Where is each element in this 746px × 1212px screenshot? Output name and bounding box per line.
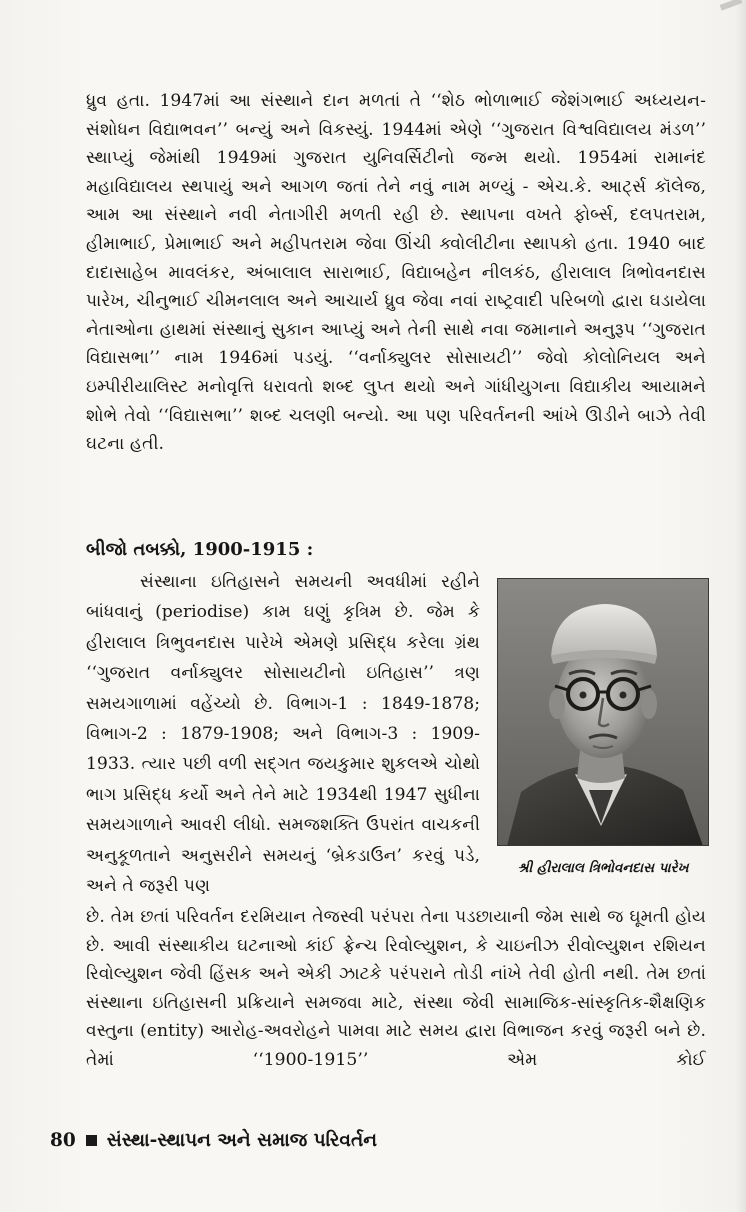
section-heading: બીજો તબક્કો, 1900-1915 : <box>86 539 314 560</box>
square-bullet-icon <box>86 1135 97 1146</box>
page-number: 80 <box>50 1130 76 1151</box>
book-title: સંસ્થા-સ્થાપન અને સમાજ પરિવર્તન <box>106 1130 377 1151</box>
body-paragraph-left: સંસ્થાના ઇતિહાસને સમયની અવધીમાં રહીને બાંધવાનું (periodise) કામ ઘણું કૃત્રિમ છે. જેમ કે હીરાલાલ ત્રિભુવનદાસ પારેખે એમણે પ્રસિદ્ધ કરેલા ગ્રંથ ‘‘ગુજરાત વર્નાક્યુલર સોસાયટીનો ઇતિહાસ’’ ત્રણ સમયગાળામાં વહેંચ્યો છે. વિભાગ-1 : 1849-1878; વિભાગ-2 : 1879-1908; અને વિભાગ-3 : 1909-1933. ત્યાર પછી વળી સદ્‌ગત જયકુમાર શુકલએ ચોથો ભાગ પ્રસિદ્ધ કર્યો અને તેને માટે 1934થી 1947 સુધીના સમયગાળાને આવરી લીધો. સમજશક્તિ ઉપરાંત વાચકની અનુકૂળતાને અનુસરીને સમયનું ‘બ્રેકડાઉન’ કરવું પડે, અને તે જરૂરી પણ <box>86 572 480 897</box>
portrait-figure <box>497 578 709 876</box>
body-paragraph-top: ધ્રુવ હતા. 1947માં આ સંસ્થાને દાન મળતાં તે ‘‘શેઠ ભોળાભાઈ જેશંગભાઈ અધ્યયન-સંશોધન વિદ્યાભવન’’ બન્યું અને વિકસ્યું. 1944માં એણે ‘‘ગુજરાત વિશ્વવિદ્યાલય મંડળ’’ સ્થાપ્યું જેમાંથી 1949માં ગુજરાત યુનિવર્સિટીનો જન્મ થયો. 1954માં રામાનંદ મહાવિદ્યાલય સ્થપાયું અને આગળ જતાં તેને નવું નામ મળ્યું - એચ.કે. આર્ટ્સ કૉલેજ, આમ આ સંસ્થાને નવી નેતાગીરી મળતી રહી છે. સ્થાપના વખતે ફોર્બ્સ, દલપતરામ, હીમાભાઈ, પ્રેમાભાઈ અને મહીપતરામ જેવા ઊંચી ક્વોલીટીના સ્થાપકો હતા. 1940 બાદ દાદાસાહેબ માવલંકર, અંબાલાલ સારાભાઈ, વિદ્યાબહેન નીલકંઠ, હીરાલાલ ત્રિભોવનદાસ પારેખ, ચીનુભાઈ ચીમનલાલ અને આચાર્ય ધ્રુવ જેવા નવાં રાષ્ટ્રવાદી પરિબળો દ્વારા ઘડાયેલા નેતાઓના હાથમાં સંસ્થાનું સુકાન આપ્યું અને તેની સાથે નવા જમાનાને અનુરૂપ ‘‘ગુજરાત વિદ્યાસભા’’ નામ 1946માં પડયું. ‘‘વર્નાક્યુલર સોસાયટી’’ જેવો કોલોનિયલ અને ઇમ્પીરીયાલિસ્ટ મનોવૃત્તિ ધરાવતો શબ્દ લુપ્ત થયો અને ગાંધીયુગના વિદ્યાકીય આયામને શોભે તેવો ‘‘વિદ્યાસભા’’ શબ્દ ચલણી બન્યો. આ પણ પરિવર્તનની આંખે ઊડીને બાઝે તેવી ઘટના હતી. <box>86 91 706 455</box>
body-paragraph-bottom: છે. તેમ છતાં પરિવર્તન દરમિયાન તેજસ્વી પરંપરા તેના પડછાયાની જેમ સાથે જ ઘૂમતી હોય છે. આવી સંસ્થાકીય ઘટનાઓ કાંઈ ફ્રેન્ચ રિવોલ્યુશન, કે ચાઇનીઝ રીવોલ્યુશન રશિયન રિવોલ્યુશન જેવી હિંસક અને એકી ઝાટકે પરંપરાને તોડી નાંખે તેવી હોતી નથી. તેમ છતાં સંસ્થાના ઇતિહાસની પ્રક્રિયાને સમજવા માટે, સંસ્થા જેવી સામાજિક-સાંસ્કૃતિક-શૈક્ષણિક વસ્તુના (entity) આરોહ-અવરોહને પામવા માટે સમય દ્વારા વિભાજન કરવું જરૂરી બને છે. તેમાં ‘‘1900-1915’’ એમ કોઈ <box>86 907 706 1070</box>
page-edge-shadow <box>736 0 746 1212</box>
portrait-photo <box>497 578 709 846</box>
portrait-caption: શ્રી હીરાલાલ ત્રિભોવનદાસ પારેખ <box>517 860 689 876</box>
page-footer <box>50 1130 377 1151</box>
